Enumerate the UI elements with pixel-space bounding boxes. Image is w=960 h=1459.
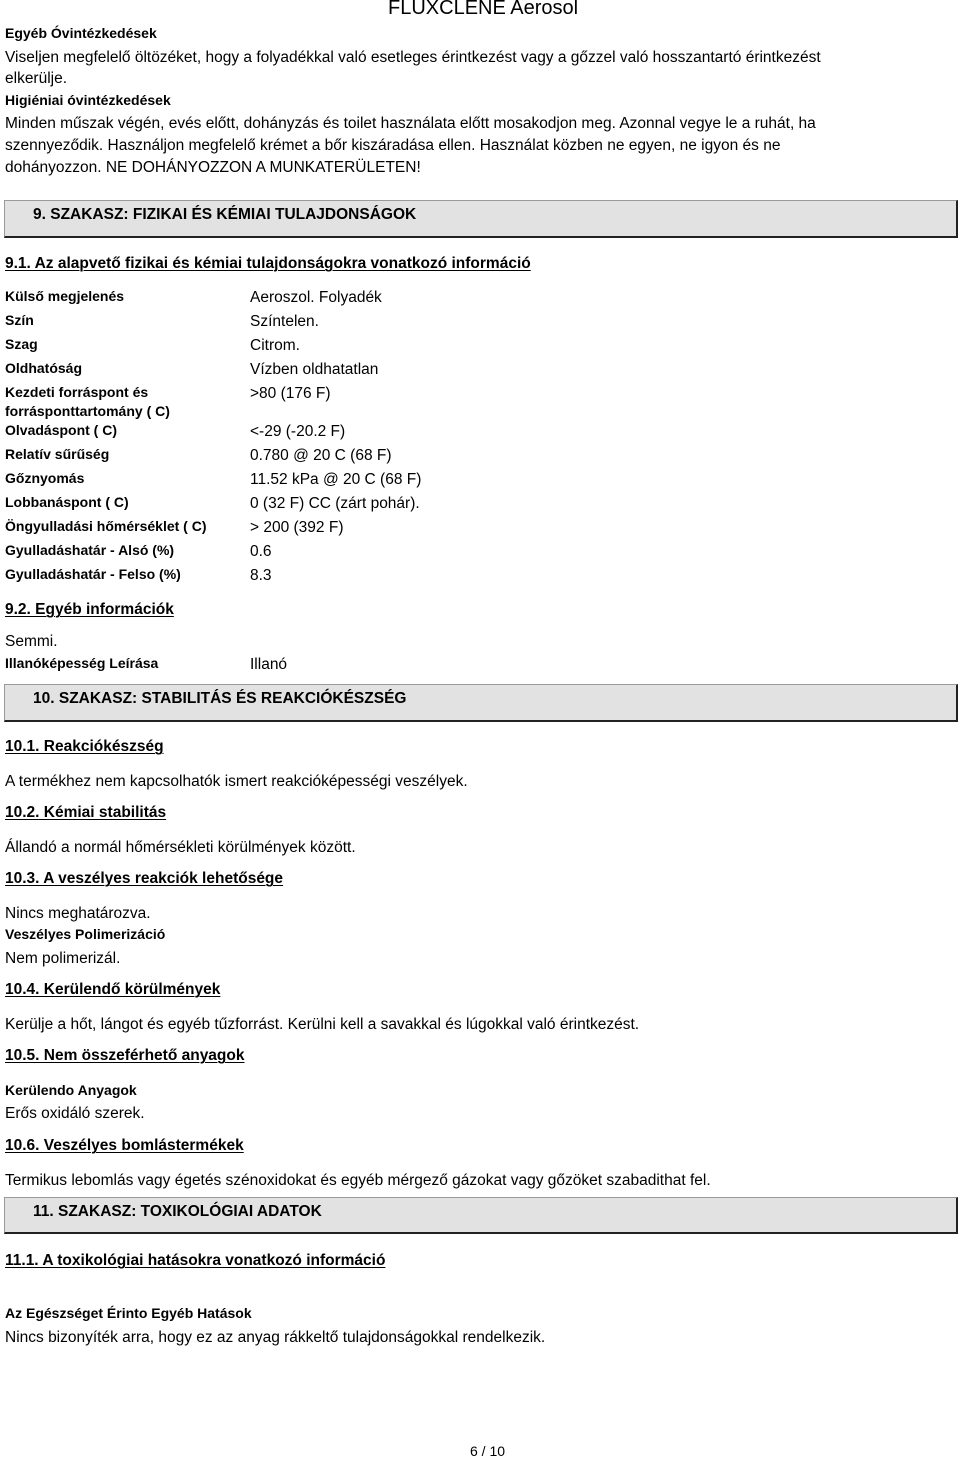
property-label: Relatív sűrűség — [5, 446, 110, 462]
section-9-2-title: 9.2. Egyéb információk — [5, 601, 174, 618]
property-value: Színtelen. — [250, 313, 319, 330]
section-9-header — [4, 200, 958, 238]
other-precautions-label: Egyéb Óvintézkedések — [5, 25, 157, 41]
section-10-2-text: Állandó a normál hőmérsékleti körülmények között. — [5, 839, 356, 856]
polymerization-text: Nem polimerizál. — [5, 950, 121, 967]
section-10-3-text: Nincs meghatározva. — [5, 905, 151, 922]
other-health-effects-label: Az Egészséget Érinto Egyéb Hatások — [5, 1305, 252, 1321]
hygiene-text-line1: Minden műszak végén, evés előtt, dohányzás és toilet használata előtt mosakodjon meg. Azonnal vegye le a ruhát, ha — [5, 115, 816, 132]
property-label: Gőznyomás — [5, 470, 85, 486]
property-value: <-29 (-20.2 F) — [250, 423, 346, 440]
section-10-1-title: 10.1. Reakciókészség — [5, 738, 164, 755]
property-label: Lobbanáspont ( C) — [5, 494, 129, 510]
section-10-4-title: 10.4. Kerülendő körülmények — [5, 981, 221, 998]
property-label: Öngyulladási hőmérséklet ( C) — [5, 518, 207, 534]
property-value: >80 (176 F) — [250, 385, 331, 402]
section-10-6-text: Termikus lebomlás vagy égetés szénoxidokat és egyéb mérgező gázokat vagy gőzöket szabadithat fel. — [5, 1172, 711, 1189]
section-10-title: 10. SZAKASZ: STABILITÁS ÉS REAKCIÓKÉSZSÉG — [33, 690, 407, 707]
property-label: Kezdeti forráspont és — [5, 384, 149, 400]
property-label: Olvadáspont ( C) — [5, 422, 118, 438]
property-value: 0 (32 F) CC (zárt pohár). — [250, 495, 420, 512]
property-value: 0.6 — [250, 543, 272, 560]
property-value: 8.3 — [250, 567, 272, 584]
volatility-value: Illanó — [250, 656, 288, 673]
section-10-5-title: 10.5. Nem összeférhető anyagok — [5, 1047, 245, 1064]
property-label: Külső megjelenés — [5, 288, 125, 304]
section-9-1-title: 9.1. Az alapvető fizikai és kémiai tulajdonságokra vonatkozó információ — [5, 255, 531, 272]
hygiene-text-line2: szennyeződik. Használjon megfelelő krémet a bőr kiszáradása ellen. Használat közben ne egyen, ne igyon és ne — [5, 137, 781, 154]
section-10-4-text: Kerülje a hőt, lángot és egyéb tűzforrást. Kerülni kell a savakkal és lúgokkal való érintkezést. — [5, 1016, 640, 1033]
other-precautions-text-line1: Viseljen megfelelő öltözéket, hogy a folyadékkal való esetleges érintkezést vagy a gőzzel való hosszantartó érintkezést — [5, 49, 821, 66]
hygiene-label: Higiéniai óvintézkedések — [5, 92, 171, 108]
section-10-1-text: A termékhez nem kapcsolhatók ismert reakcióképességi veszélyek. — [5, 773, 468, 790]
property-value: Citrom. — [250, 337, 300, 354]
property-value: Aeroszol. Folyadék — [250, 289, 382, 306]
avoid-materials-text: Erős oxidáló szerek. — [5, 1105, 145, 1122]
section-10-6-title: 10.6. Veszélyes bomlástermékek — [5, 1137, 244, 1154]
section-10-3-title: 10.3. A veszélyes reakciók lehetősége — [5, 870, 284, 887]
section-11-title: 11. SZAKASZ: TOXIKOLÓGIAI ADATOK — [33, 1203, 322, 1220]
page-number: 6 / 10 — [470, 1443, 506, 1459]
property-value: 0.780 @ 20 C (68 F) — [250, 447, 392, 464]
property-value: Vízben oldhatatlan — [250, 361, 379, 378]
product-name: FLUXCLENE Aerosol — [388, 0, 579, 19]
other-precautions-text-line2: elkerülje. — [5, 70, 68, 87]
section-10-2-title: 10.2. Kémiai stabilitás — [5, 804, 167, 821]
polymerization-label: Veszélyes Polimerizáció — [5, 926, 166, 942]
property-label: Szag — [5, 336, 38, 352]
property-label: Gyulladáshatár - Felso (%) — [5, 566, 181, 582]
other-health-effects-text: Nincs bizonyíték arra, hogy ez az anyag rákkeltő tulajdonságokkal rendelkezik. — [5, 1329, 546, 1346]
property-label: Oldhatóság — [5, 360, 83, 376]
section-10-header — [4, 684, 958, 722]
property-value: > 200 (392 F) — [250, 519, 344, 536]
property-label: Gyulladáshatár - Alsó (%) — [5, 542, 175, 558]
section-9-title: 9. SZAKASZ: FIZIKAI ÉS KÉMIAI TULAJDONSÁGOK — [33, 206, 417, 223]
hygiene-text-line3: dohányozzon. NE DOHÁNYOZZON A MUNKATERÜLETEN! — [5, 159, 421, 176]
section-11-1-title: 11.1. A toxikológiai hatásokra vonatkozó információ — [5, 1252, 386, 1269]
section-11-header — [4, 1197, 958, 1234]
property-label: Szín — [5, 312, 34, 328]
section-9-2-text: Semmi. — [5, 633, 58, 650]
avoid-materials-label: Kerülendo Anyagok — [5, 1082, 137, 1098]
property-value: 11.52 kPa @ 20 C (68 F) — [250, 471, 422, 488]
volatility-label: Illanóképesség Leírása — [5, 655, 159, 671]
property-label-line2: forrásponttartomány ( C) — [5, 403, 170, 419]
